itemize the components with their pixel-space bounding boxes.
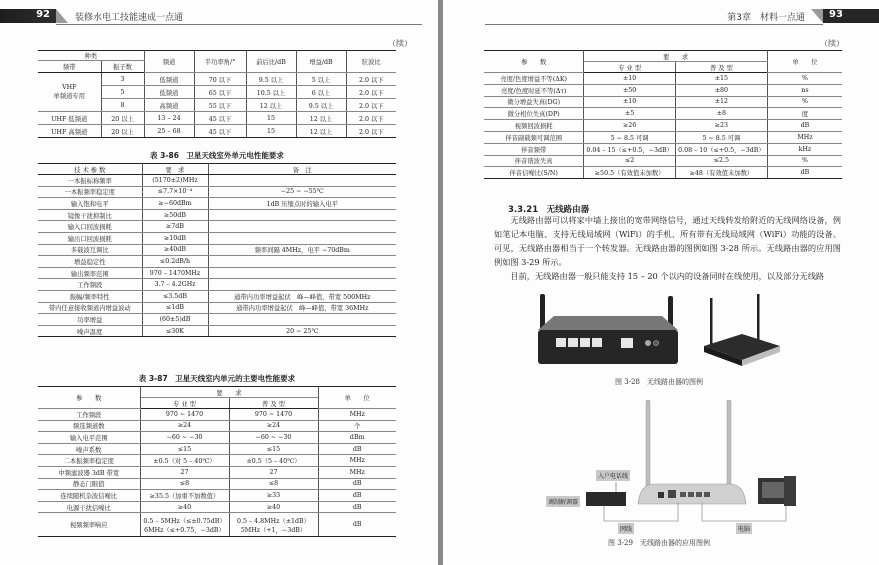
cell: 连续随机杂波信噪比 xyxy=(38,490,140,502)
cell: 一本振标称频率 xyxy=(38,175,142,187)
cell: 电源干扰信噪比 xyxy=(38,501,140,513)
cell: ≥35.5（加重不加数值） xyxy=(140,490,229,502)
page-number-bar xyxy=(0,9,56,23)
col-header-channel: 频道 xyxy=(144,51,194,73)
table-3-87 xyxy=(38,386,396,537)
cell: ±5 xyxy=(584,108,676,120)
cell: 8 xyxy=(101,99,144,112)
cell: ≥10dB xyxy=(142,232,208,244)
cell: 0.08 – 10（≤+0.5，−3dB） xyxy=(675,143,767,155)
cell: 输出口回波损耗 xyxy=(38,232,142,244)
cell: 伴音副载频可调范围 xyxy=(484,131,584,143)
col-header-requirement: 要 求 xyxy=(584,51,768,62)
continued-label: （续） xyxy=(820,39,844,48)
cell: ≤30K xyxy=(142,325,208,337)
cell: 3.7 – 4.2GHz xyxy=(142,279,208,291)
col-header-professional: 专 业 型 xyxy=(140,398,229,409)
cell: 噪声系数 xyxy=(38,443,140,455)
cell: 5 ~ 8.5 可调 xyxy=(584,131,676,143)
cell: MHz xyxy=(318,466,396,478)
cell: −60 ~ −30 xyxy=(229,432,318,444)
cell: 输出频率范围 xyxy=(38,267,142,279)
cell: 15 xyxy=(246,112,296,125)
body-paragraph-2: 目前，无线路由器一般只能支持 15 – 20 个以内的设备同时在线使用，以及部分无线路 xyxy=(494,271,825,281)
cell: ≤15 xyxy=(140,443,229,455)
page-number: 93 xyxy=(829,9,843,20)
cell: 55 以下 xyxy=(194,99,246,112)
cell: UHF 高频道 xyxy=(38,125,101,138)
cell: % xyxy=(767,96,842,108)
cell: 伴音信噪比(S/N) xyxy=(484,167,584,179)
cell: 低频道 xyxy=(144,86,194,99)
cell: 微分相位失真(DP) xyxy=(484,108,584,120)
cell: dB xyxy=(318,501,396,513)
cell: 通带内功率增益起伏 峰—峰值，带宽 500MHz xyxy=(208,290,396,302)
cell: 20 ~ 25℃ xyxy=(208,325,396,337)
cell: 25 – 68 xyxy=(144,125,194,138)
cell xyxy=(208,279,396,291)
cell: UHF 低频道 xyxy=(38,112,101,125)
cell: 5 以上 xyxy=(296,73,346,86)
figure-3-28-caption: 图 3-28 无线路由器的图例 xyxy=(615,378,703,386)
cell: 65 以下 xyxy=(194,86,246,99)
router-application-diagram xyxy=(532,400,800,530)
cell: ±0.5（对 5 – 40℃） xyxy=(140,455,229,467)
header-rule xyxy=(56,24,422,25)
cell: 度 xyxy=(767,108,842,120)
figure-3-29-caption: 图 3-29 无线路由器的应用图例 xyxy=(608,539,710,547)
cell: −60 ~ −30 xyxy=(140,432,229,444)
cell: ≥40dB xyxy=(142,244,208,256)
cell xyxy=(208,175,396,187)
table-3-86-caption: 表 3-86 卫星天线室外单元电性能要求 xyxy=(150,151,284,160)
cell: 输入口回波损耗 xyxy=(38,221,142,233)
cell: ≥26 xyxy=(584,120,676,132)
cell: ≤3.5dB xyxy=(142,290,208,302)
cell: MHz xyxy=(318,455,396,467)
cell: % xyxy=(767,73,842,85)
chapter-title: 第3章 材料一点通 xyxy=(727,12,805,23)
left-page xyxy=(0,0,438,565)
cell: ±8 xyxy=(675,108,767,120)
cell: 45 以下 xyxy=(194,112,246,125)
cell: 45 以下 xyxy=(194,125,246,138)
cell: ±10 xyxy=(584,73,676,85)
cell: 15 xyxy=(246,125,296,138)
cell: dB xyxy=(318,513,396,537)
wireless-router-rear-photo xyxy=(534,290,682,370)
continued-label: （续） xyxy=(388,39,412,48)
cell: 12 以上 xyxy=(296,125,346,138)
cell: MHz xyxy=(767,131,842,143)
col-header-param: 参 数 xyxy=(38,387,140,409)
cell: ≤15 xyxy=(229,443,318,455)
cell: 低频道 xyxy=(144,73,194,86)
col-header-gain: 增益/dB xyxy=(296,51,346,73)
cell: ≤8 xyxy=(229,478,318,490)
cell: dB xyxy=(318,443,396,455)
table-3-86 xyxy=(38,163,396,337)
col-header-elements: 振子数 xyxy=(101,61,144,73)
col-header-vswr: 驻波比 xyxy=(346,51,396,73)
cell: 增益稳定性 xyxy=(38,256,142,268)
vhf-sublabel: 单频道专用 xyxy=(53,93,86,100)
cell: 镜像干扰抑制比 xyxy=(38,209,142,221)
col-header-professional: 专 业 型 xyxy=(584,62,676,73)
page-number: 92 xyxy=(36,9,50,20)
cell: 10.5 以上 xyxy=(246,86,296,99)
cell: ≥40 xyxy=(140,501,229,513)
cell: 功率增益 xyxy=(38,314,142,326)
cell: 5 ~ 8.5 可调 xyxy=(675,131,767,143)
col-header-popular: 普 及 型 xyxy=(229,398,318,409)
cell: ≥−60dBm xyxy=(142,198,208,210)
cell: 970 ~ 1470 xyxy=(229,409,318,421)
cell: 2.0 以下 xyxy=(346,99,396,112)
cell: 亮度/色度增益不等(ΔK) xyxy=(484,73,584,85)
cell: ≤2.5 xyxy=(675,155,767,167)
cell: 6 以上 xyxy=(296,86,346,99)
cell: ≤1dB xyxy=(142,302,208,314)
cell: 频选频道数 xyxy=(38,420,140,432)
cell: 27 xyxy=(140,466,229,478)
cell: ≥50.5（有效值未加数） xyxy=(584,167,676,179)
cell: ≥40 xyxy=(229,501,318,513)
col-header-type: 种类 xyxy=(38,51,144,61)
cell: 工作频段 xyxy=(38,409,140,421)
cell-line: 6MHz（≤+0.75，−3dB） xyxy=(144,526,225,534)
cell: ±10 xyxy=(584,96,676,108)
table-3-87-caption: 表 3-87 卫星天线室内单元的主要电性能要求 xyxy=(138,374,296,383)
cell: dB xyxy=(767,120,842,132)
cell: ≥24 xyxy=(140,420,229,432)
cell: 20 以上 xyxy=(101,112,144,125)
cell: 27 xyxy=(229,466,318,478)
label-phone-line: 入户电话线 xyxy=(596,470,630,481)
col-header-unit: 单 位 xyxy=(318,387,396,409)
cell xyxy=(208,267,396,279)
cell: 伴音谐波失真 xyxy=(484,155,584,167)
cell: (60±5)dB xyxy=(142,314,208,326)
cell: ≤0.2dB/h xyxy=(142,256,208,268)
cell: 视频频率响应 xyxy=(38,513,140,537)
cell: 输入电平范围 xyxy=(38,432,140,444)
cell: dB xyxy=(767,167,842,179)
cell: ≤7.7×10⁻⁴ xyxy=(142,186,208,198)
cell: 2.0 以下 xyxy=(346,86,396,99)
cell xyxy=(208,314,396,326)
col-header-fb-ratio: 前后比/dB xyxy=(246,51,296,73)
cell: ≤2 xyxy=(584,155,676,167)
cell: 通带内功率增益起伏 峰—峰值，带宽 36MHz xyxy=(208,302,396,314)
cell: kHz xyxy=(767,143,842,155)
col-header-param: 参 数 xyxy=(484,51,584,73)
cell: 12 以上 xyxy=(246,99,296,112)
cell: 二本振频率稳定度 xyxy=(38,455,140,467)
cell: 视频回波损耗 xyxy=(484,120,584,132)
cell xyxy=(208,221,396,233)
indoor-unit-table-continued xyxy=(484,50,842,179)
section-heading: 3.3.21 无线路由器 xyxy=(508,205,590,215)
antenna-spec-table-continued xyxy=(38,50,396,138)
cell: dBm xyxy=(318,432,396,444)
cell: 带内任意接收频道内增益波动 xyxy=(38,302,142,314)
cell: 亮度/色度时延不等(Δτ) xyxy=(484,84,584,96)
right-page-header xyxy=(443,9,879,23)
cell: 20 以上 xyxy=(101,125,144,138)
col-header-half-power: 半功率角/° xyxy=(194,51,246,73)
vhf-band-cell xyxy=(38,73,101,112)
cell: dB xyxy=(318,478,396,490)
cell: 振幅/频率特性 xyxy=(38,290,142,302)
wireless-router-front-photo xyxy=(702,294,782,370)
body-paragraph-1: 无线路由器可以将家中墙上接出的宽带网络信号，通过天线转发给附近的无线网络设备，例如笔记本电脑、支持无线局域网（WiFi）的手机、所有带有无线局域网（WiFi）功能的设备。可见，无线路由器相当于一个转发器。无线路由器的图例如图 3-28 所示。无线路由器的应用图例如图 3-29 所示。 xyxy=(494,215,841,267)
cell: 微分增益失真(DG) xyxy=(484,96,584,108)
cell: 输入饱和电平 xyxy=(38,198,142,210)
col-header-unit: 单 位 xyxy=(767,51,842,73)
col-header: 备 注 xyxy=(208,164,396,175)
cell: 12 以上 xyxy=(296,112,346,125)
cell: 2.0 以下 xyxy=(346,112,396,125)
col-header-band: 频带 xyxy=(38,61,101,73)
cell: % xyxy=(767,155,842,167)
cell: ≥7dB xyxy=(142,221,208,233)
cell: ≥24 xyxy=(229,420,318,432)
cell-line: 0.5 – 4.8MHz（±1dB） xyxy=(237,517,310,525)
cell: 个 xyxy=(318,420,396,432)
cell: ≥33 xyxy=(229,490,318,502)
cell: 一本振频率稳定度 xyxy=(38,186,142,198)
cell: ±15 xyxy=(675,73,767,85)
cell: 9.5 以上 xyxy=(246,73,296,86)
page-number-bar xyxy=(823,9,879,23)
cell: 13 – 24 xyxy=(144,112,194,125)
cell: 多载波互调比 xyxy=(38,244,142,256)
cell: 70 以下 xyxy=(194,73,246,86)
cell: 970 ~ 1470 xyxy=(140,409,229,421)
col-header: 要 求 xyxy=(142,164,208,175)
cell: 中频滤波器 3dB 带宽 xyxy=(38,466,140,478)
cell: −25 ~ −55℃ xyxy=(208,186,396,198)
cell xyxy=(229,513,318,537)
label-network-cable: 网线 xyxy=(618,523,634,534)
cell xyxy=(208,256,396,268)
cell: 伴音频带 xyxy=(484,143,584,155)
cell: ns xyxy=(767,84,842,96)
col-header-requirement: 要 求 xyxy=(140,387,318,398)
cell-line: 0.5 – 5MHz（≤±0.75dB） xyxy=(143,517,226,525)
cell: 1dB 压缩点时的输入电平 xyxy=(208,198,396,210)
cell: 噪声温度 xyxy=(38,325,142,337)
cell: 970 – 1470MHz xyxy=(142,267,208,279)
cell: ±80 xyxy=(675,84,767,96)
cell: ±0.5（5 – 40℃） xyxy=(229,455,318,467)
header-slant-decoration xyxy=(811,9,823,23)
cell: 高频道 xyxy=(144,99,194,112)
cell: 3 xyxy=(101,73,144,86)
cell: 工作频段 xyxy=(38,279,142,291)
header-rule xyxy=(485,24,823,25)
cell: MHz xyxy=(318,409,396,421)
cell: ±50 xyxy=(584,84,676,96)
cell xyxy=(208,232,396,244)
cell: 0.04 – 15（≤+0.5，−3dB） xyxy=(584,143,676,155)
cell: ±12 xyxy=(675,96,767,108)
cell xyxy=(140,513,229,537)
cell: 频率间隔 4MHz，电平 −70dBm xyxy=(208,244,396,256)
col-header: 技 术 参 数 xyxy=(38,164,142,175)
label-modem: 调制解调器 xyxy=(546,496,580,507)
col-header-popular: 普 及 型 xyxy=(675,62,767,73)
cell: ≥48（有效值未加数） xyxy=(675,167,767,179)
left-page-header xyxy=(0,9,438,23)
vhf-label: VHF xyxy=(62,84,77,91)
cell: 2.0 以下 xyxy=(346,125,396,138)
header-slant-decoration xyxy=(56,9,68,23)
label-computer: 电脑 xyxy=(736,523,752,534)
cell: 5 xyxy=(101,86,144,99)
cell: ≤8 xyxy=(140,478,229,490)
cell: 静态门限值 xyxy=(38,478,140,490)
book-title: 装修水电工技能速成一点通 xyxy=(75,12,184,23)
cell: ≥50dB xyxy=(142,209,208,221)
cell-line: 5MHz（+1，−3dB） xyxy=(240,526,307,534)
cell: 2.0 以下 xyxy=(346,73,396,86)
cell: (5170±2)MHz xyxy=(142,175,208,187)
cell: ≥23 xyxy=(675,120,767,132)
cell xyxy=(208,209,396,221)
cell: 9.5 以上 xyxy=(296,99,346,112)
cell: dB xyxy=(318,490,396,502)
